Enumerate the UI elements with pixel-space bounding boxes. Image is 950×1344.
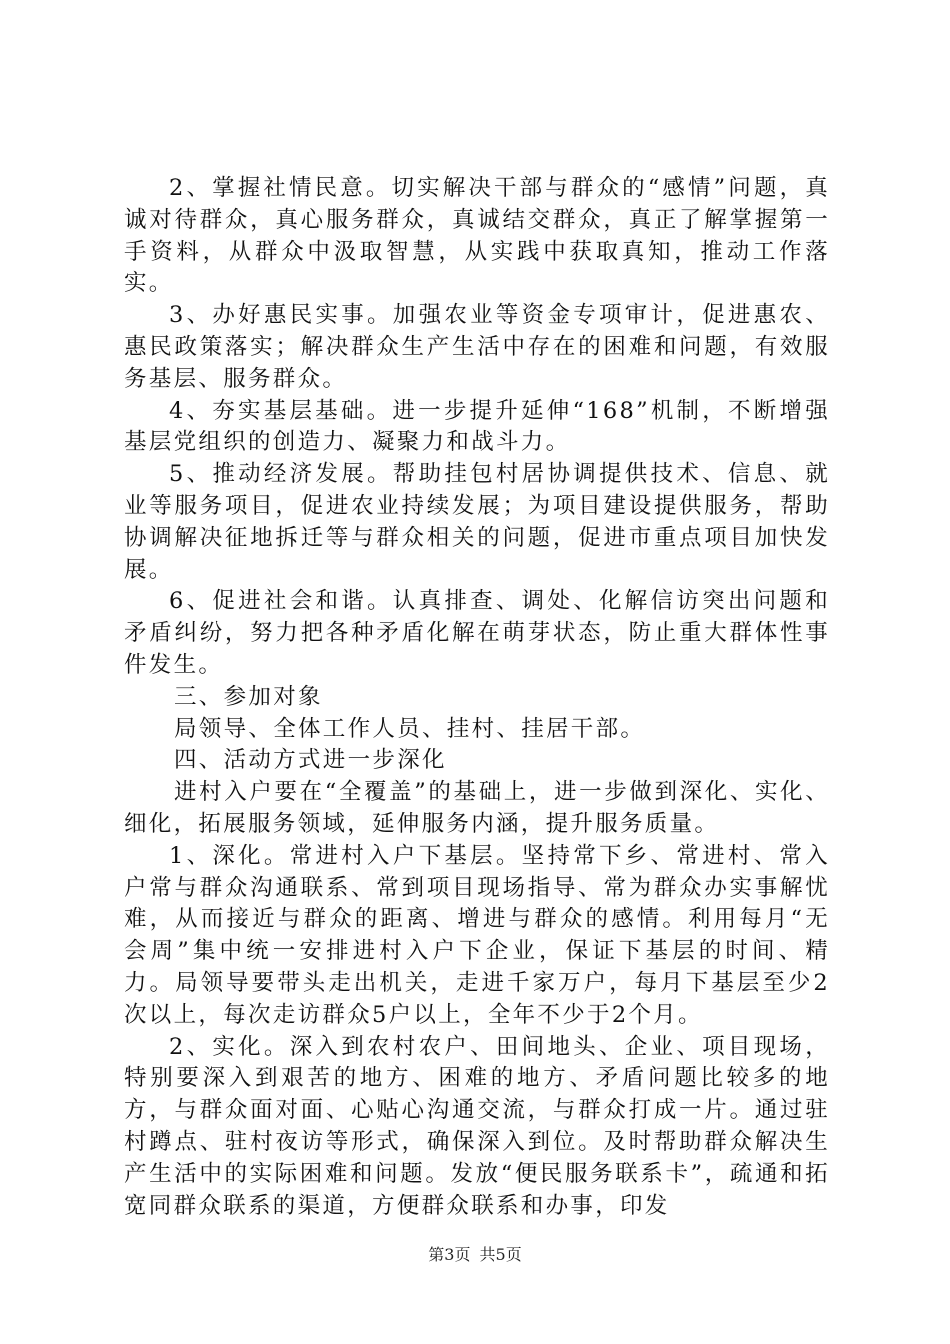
document-body [124,173,830,1222]
method-item-1: 1、深化。常进村入户下基层。坚持常下乡、常进村、常入户常与群众沟通联系、常到项目现场指导、常为群众办实事解忧难，从而接近与群众的距离、增进与群众的感情。利用每月“无会周”集中统一安排进村入户下企业，保证下基层的时间、精力。局领导要带头走出机关，走进千家万户，每月下基层至少2次以上，每次走访群众5户以上，全年不少于2个月。 [124,842,830,1028]
section-heading-methods: 四、活动方式进一步深化 [174,747,447,774]
paragraph-item-6: 6、促进社会和谐。认真排查、调处、化解信访突出问题和矛盾纠纷，努力把各种矛盾化解在萌芽状态，防止重大群体性事件发生。 [124,588,830,678]
paragraph-item-2: 2、掌握社情民意。切实解决干部与群众的“感情”问题，真诚对待群众，真心服务群众，真诚结交群众，真正了解掌握第一手资料，从群众中汲取智慧，从实践中获取真知，推动工作落实。 [124,175,830,297]
methods-intro: 进村入户要在“全覆盖”的基础上，进一步做到深化、实化、细化，拓展服务领域，延伸服务内涵，提升服务质量。 [124,779,830,837]
page-footer [0,1245,950,1265]
paragraph-item-3: 3、办好惠民实事。加强农业等资金专项审计，促进惠农、惠民政策落实；解决群众生产生活中存在的困难和问题，有效服务基层、服务群众。 [124,302,830,392]
paragraph-item-5: 5、推动经济发展。帮助挂包村居协调提供技术、信息、就业等服务项目，促进农业持续发展；为项目建设提供服务，帮助协调解决征地拆迁等与群众相关的问题，促进市重点项目加快发展。 [124,461,830,583]
section-heading-participants: 三、参加对象 [174,683,323,710]
paragraph-item-4: 4、夯实基层基础。进一步提升延伸“168”机制，不断增强基层党组织的创造力、凝聚力和战斗力。 [124,397,830,456]
page-number: 第3页 [428,1245,471,1264]
participants-text: 局领导、全体工作人员、挂村、挂居干部。 [174,715,646,742]
page-total: 共5页 [479,1245,522,1264]
method-item-2: 2、实化。深入到农村农户、田间地头、企业、项目现场，特别要深入到艰苦的地方、困难的地方、矛盾问题比较多的地方，与群众面对面、心贴心沟通交流，与群众打成一片。通过驻村蹲点、驻村夜访等形式，确保深入到位。及时帮助群众解决生产生活中的实际困难和问题。发放“便民服务联系卡”，疏通和拓宽同群众联系的渠道，方便群众联系和办事，印发 [124,1033,830,1219]
